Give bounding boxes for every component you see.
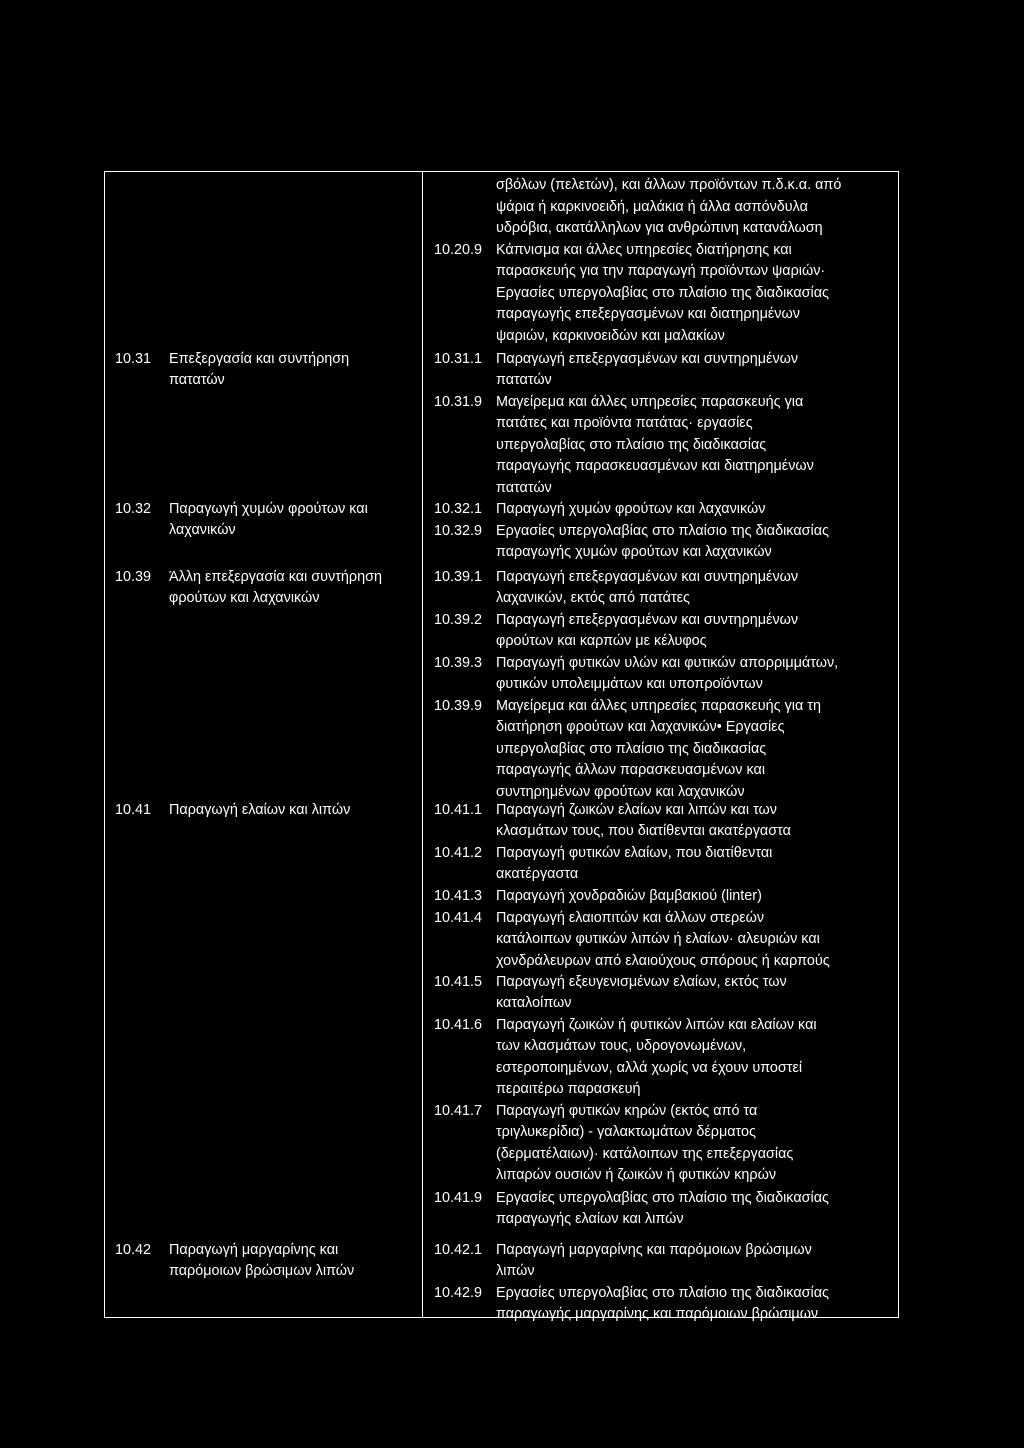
group-code: 10.39	[115, 568, 152, 585]
class-code: 10.41.2	[434, 844, 483, 861]
class-description: Παραγωγή φυτικών υλών και φυτικών απορριμμάτων,	[496, 654, 839, 671]
class-description: περαιτέρω παρασκευή	[496, 1081, 641, 1098]
class-description: (δερματέλαιων)· κατάλοιπων της επεξεργασίας	[496, 1145, 794, 1162]
class-code: 10.39.2	[434, 611, 483, 628]
class-description: ακατέργαστα	[496, 866, 579, 883]
class-description: Παραγωγή επεξεργασμένων και συντηρημένων	[496, 611, 799, 628]
class-description: Παραγωγή επεξεργασμένων και συντηρημένων	[496, 350, 799, 367]
group-code: 10.32	[115, 500, 152, 517]
class-code: 10.41.5	[434, 973, 483, 990]
class-description: υπεργολαβίας στο πλαίσιο της διαδικασίας	[496, 436, 767, 453]
class-code: 10.31.9	[434, 393, 483, 410]
group-title: λαχανικών	[169, 522, 236, 539]
group-code: 10.42	[115, 1241, 152, 1258]
class-description: πατάτες και προϊόντα πατάτας· εργασίες	[496, 415, 753, 432]
class-code: 10.41.1	[434, 801, 483, 818]
group-title: παρόμοιων βρώσιμων λιπών	[169, 1263, 355, 1280]
class-description: καταλοίπων	[496, 995, 572, 1012]
class-description: Εργασίες υπεργολαβίας στο πλαίσιο της διαδικασίας	[496, 284, 829, 301]
class-code: 10.41.3	[434, 887, 483, 904]
class-code: 10.42.1	[434, 1241, 483, 1258]
class-description: παραγωγής επεξεργασμένων και διατηρημένων	[496, 306, 800, 323]
class-description: Παραγωγή επεξεργασμένων και συντηρημένων	[496, 568, 799, 585]
class-description: Κάπνισμα και άλλες υπηρεσίες διατήρησης και	[496, 241, 792, 258]
group-title: Παραγωγή μαργαρίνης και	[169, 1241, 339, 1258]
class-code: 10.42.9	[434, 1284, 483, 1301]
class-description: υπεργολαβίας στο πλαίσιο της διαδικασίας	[496, 740, 767, 757]
class-description: κλασμάτων τους, που διατίθενται ακατέργαστα	[496, 823, 791, 840]
group-title: Παραγωγή χυμών φρούτων και	[169, 500, 368, 517]
class-description: Παραγωγή ελαιοπιτών και άλλων στερεών	[496, 909, 765, 926]
class-description: φρούτων και καρπών με κέλυφος	[496, 633, 707, 650]
group-title: Επεξεργασία και συντήρηση	[169, 350, 350, 367]
class-description: υδρόβια, ακατάλληλων για ανθρώπινη κατανάλωση	[496, 220, 823, 237]
class-description: χονδράλευρων από ελαιούχους σπόρους ή καρπούς	[496, 952, 830, 969]
class-description: λιπών	[496, 1263, 535, 1280]
column-divider	[422, 172, 423, 1317]
class-description: πατατών	[496, 479, 552, 496]
class-code: 10.32.9	[434, 522, 483, 539]
class-description: Παραγωγή ζωικών ελαίων και λιπών και των	[496, 801, 777, 818]
class-description: ψάρια ή καρκινοειδή, μαλάκια ή άλλα ασπόνδυλα	[496, 198, 808, 215]
class-code: 10.20.9	[434, 241, 483, 258]
class-description: παραγωγής μαργαρίνης και παρόμοιων βρώσιμων	[496, 1306, 819, 1323]
class-description: παραγωγής χυμών φρούτων και λαχανικών	[496, 544, 772, 561]
class-description: Παραγωγή χυμών φρούτων και λαχανικών	[496, 500, 766, 517]
class-code: 10.41.6	[434, 1016, 483, 1033]
class-description: σβόλων (πελετών), και άλλων προϊόντων π.δ.κ.α. από	[496, 177, 842, 193]
class-description: Παραγωγή εξευγενισμένων ελαίων, εκτός των	[496, 973, 787, 990]
class-description: Παραγωγή φυτικών ελαίων, που διατίθενται	[496, 844, 773, 861]
class-description: Εργασίες υπεργολαβίας στο πλαίσιο της διαδικασίας	[496, 1284, 829, 1301]
class-code: 10.41.7	[434, 1102, 483, 1119]
class-code: 10.32.1	[434, 500, 483, 517]
group-title: Άλλη επεξεργασία και συντήρηση	[169, 568, 382, 585]
class-description: συντηρημένων φρούτων και λαχανικών	[496, 783, 745, 800]
class-description: εστεροποιημένων, αλλά χωρίς να έχουν υποστεί	[496, 1059, 803, 1076]
class-description: ψαριών, καρκινοειδών και μαλακίων	[496, 327, 725, 344]
class-description: παραγωγής ελαίων και λιπών	[496, 1211, 684, 1228]
class-description: πατατών	[496, 372, 552, 389]
class-code: 10.41.9	[434, 1189, 483, 1206]
class-description: Μαγείρεμα και άλλες υπηρεσίες παρασκευής για	[496, 393, 804, 410]
class-description: λιπαρών ουσιών ή ζωικών ή φυτικών κηρών	[496, 1167, 777, 1184]
class-description: κατάλοιπων φυτικών λιπών ή ελαίων· αλευριών και	[496, 931, 820, 948]
class-description: Παραγωγή φυτικών κηρών (εκτός από τα	[496, 1102, 758, 1119]
class-code: 10.31.1	[434, 350, 483, 367]
class-description: λαχανικών, εκτός από πατάτες	[496, 590, 690, 607]
group-title: πατατών	[169, 372, 225, 389]
group-title: φρούτων και λαχανικών	[169, 590, 320, 607]
class-description: παραγωγής παρασκευασμένων και διατηρημένων	[496, 458, 814, 475]
group-title: Παραγωγή ελαίων και λιπών	[169, 801, 351, 818]
class-description: Παραγωγή ζωικών ή φυτικών λιπών και ελαίων και	[496, 1016, 817, 1033]
class-code: 10.39.3	[434, 654, 483, 671]
class-description: Εργασίες υπεργολαβίας στο πλαίσιο της διαδικασίας	[496, 522, 829, 539]
class-description: παραγωγής άλλων παρασκευασμένων και	[496, 762, 766, 779]
classification-table	[104, 171, 899, 1323]
class-code: 10.39.9	[434, 697, 483, 714]
class-description: Μαγείρεμα και άλλες υπηρεσίες παρασκευής για τη	[496, 697, 821, 714]
class-description: φυτικών υπολειμμάτων και υποπροϊόντων	[496, 676, 763, 693]
class-description: των κλασμάτων τους, υδρογονωμένων,	[496, 1038, 747, 1055]
group-code: 10.41	[115, 801, 152, 818]
group-code: 10.31	[115, 350, 152, 367]
class-description: Εργασίες υπεργολαβίας στο πλαίσιο της διαδικασίας	[496, 1189, 829, 1206]
class-code: 10.41.4	[434, 909, 483, 926]
class-description: Παραγωγή μαργαρίνης και παρόμοιων βρώσιμων	[496, 1241, 812, 1258]
class-description: παρασκευής για την παραγωγή προϊόντων ψαριών·	[496, 263, 826, 280]
class-code: 10.39.1	[434, 568, 483, 585]
class-description: διατήρηση φρούτων και λαχανικών• Εργασίες	[496, 719, 785, 736]
class-description: τριγλυκερίδια) - γαλακτωμάτων δέρματος	[496, 1124, 756, 1141]
class-description: Παραγωγή χονδραδιών βαμβακιού (linter)	[496, 887, 762, 904]
